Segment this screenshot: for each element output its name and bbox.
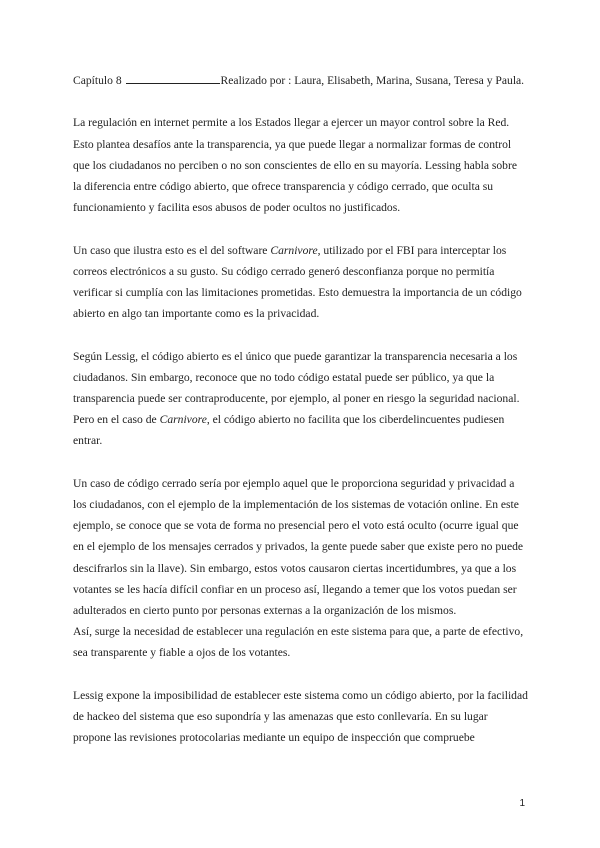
carnivore-italic: Carnivore <box>159 413 207 427</box>
paragraph-3-end: , el código abierto no facilita que los ciberdelincuentes pudiesen entrar. <box>73 413 505 448</box>
authors-line: Realizado por : Laura, Elisabeth, Marina, Susana, Teresa y Paula. <box>220 74 525 87</box>
document-header <box>73 70 528 91</box>
blank-underline <box>126 71 220 84</box>
document-body <box>73 70 528 748</box>
chapter-title: Capítulo 8 <box>73 74 122 87</box>
paragraph-2 <box>73 240 528 325</box>
paragraph-3-start: Según Lessig, el código abierto es el único que puede garantizar la transparencia necesaria a los ciudadanos. Sin embargo, reconoce que no todo código estatal puede ser público, ya que la transparencia puede ser contraproducente, por ejemplo, al poner en riesgo la seguridad nacional. Pero en el caso de <box>73 349 520 427</box>
paragraph-2-end: , utilizado por el FBI para interceptar los correos electrónicos a su gusto. Su código cerrado generó desconfianza porque no permitía verificar si cumplía con las limitaciones prometidas. Esto demuestra la importancia de un código abierto en algo tan importante como es la privacidad. <box>73 243 522 321</box>
paragraph-4: Un caso de código cerrado sería por ejemplo aquel que le proporciona seguridad y privacidad a los ciudadanos, con el ejemplo de la implementación de los sistemas de votación online. En este ejemplo, se conoce que se vota de forma no presencial pero el voto está oculto (ocurre igual que en el ejemplo de los mensajes cerrados y privados, la gente puede saber que existe pero no puede descifrarlos sin la llave). Sin embargo, estos votos causaron ciertas incertidumbres, ya que a los votantes se les hacía difícil confiar en un proceso así, llegando a temer que los votos puedan ser adulterados en cierto punto por personas externas a la organización de los mismos. <box>73 476 524 618</box>
paragraph-6: Lessig expone la imposibilidad de establecer este sistema como un código abierto, por la facilidad de hackeo del sistema que eso supondría y las amenazas que esto conllevaría. En su lugar propone las revisiones protocolarias mediante un equipo de inspección que compruebe <box>73 688 528 745</box>
paragraph-2-start: Un caso que ilustra esto es el del software <box>73 243 271 257</box>
paragraph-5: Así, surge la necesidad de establecer una regulación en este sistema para que, a parte de efectivo, sea transparente y fiable a ojos de los votantes. <box>73 625 524 660</box>
carnivore-italic: Carnivore <box>270 243 318 257</box>
paragraph-3 <box>73 346 528 452</box>
page-number: 1 <box>519 798 525 809</box>
paragraph-1: La regulación en internet permite a los Estados llegar a ejercer un mayor control sobre la Red. Esto plantea desafíos ante la transparencia, ya que puede llegar a normalizar formas de control que los ciudadanos no perciben o no son conscientes de ello en su mayoría. Lessing habla sobre la diferencia entre código abierto, que ofrece transparencia y código cerrado, que oculta su funcionamiento y facilita esos abusos de poder ocultos no justificados. <box>73 116 517 215</box>
